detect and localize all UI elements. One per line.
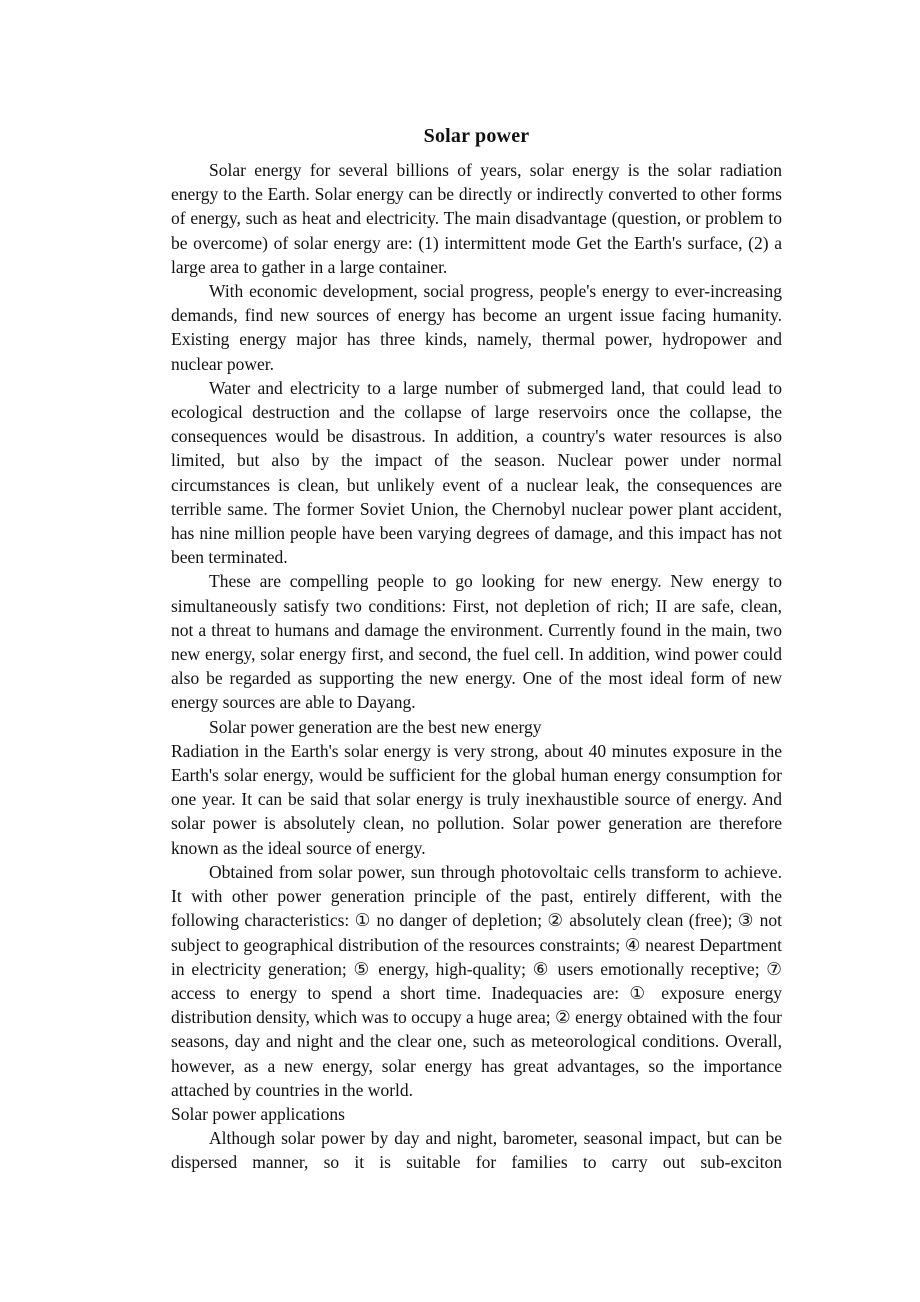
paragraph-new-energy: These are compelling people to go looking for new energy. New energy to simultaneously satisfy two conditions: First, not depletion of rich; II are safe, clean, not a threat to humans and damage the environment. Currently found in the main, two new energy, solar energy first, and second, the fuel cell. In addition, wind power could also be regarded as supporting the new energy. One of the most ideal form of new energy sources are able to Dayang. [171,571,782,713]
paragraph-intro: Solar energy for several billions of years, solar energy is the solar radiation energy to the Earth. Solar energy can be directly or indirectly converted to other forms of energy, such as heat and electricity. The main disadvantage (question, or problem to be overcome) of solar energy are: (1) intermittent mode Get the Earth's surface, (2) a large area to gather in a large container. [171,160,782,277]
subheading-best-new-energy: Solar power generation are the best new energy [209,716,542,737]
document-page [171,122,782,1175]
subheading-applications: Solar power applications [171,1103,345,1124]
paragraph-energy-demand: With economic development, social progress, people's energy to ever-increasing demands, find new sources of energy has become an urgent issue facing humanity. Existing energy major has three kinds, namely, thermal power, hydropower and nuclear power. [171,281,782,374]
paragraph-hydro-nuclear: Water and electricity to a large number of submerged land, that could lead to ecological destruction and the collapse of large reservoirs once the collapse, the consequences would be disastrous. In addition, a country's water resources is also limited, but also by the impact of the season. Nuclear power under normal circumstances is clean, but unlikely event of a nuclear leak, the consequences are terrible same. The former Soviet Union, the Chernobyl nuclear power plant accident, has nine million people have been varying degrees of damage, and this impact has not been terminated. [171,377,782,568]
paragraph-radiation: Radiation in the Earth's solar energy is very strong, about 40 minutes exposure in the Earth's solar energy, would be sufficient for the global human energy consumption for one year. It can be said that solar energy is truly inexhaustible source of energy. And solar power is absolutely clean, no pollution. Solar power generation are therefore known as the ideal source of energy. [171,740,782,858]
paragraph-characteristics: Obtained from solar power, sun through photovoltaic cells transform to achieve. It with other power generation principle of the past, entirely different, with the following characteristics: ① no danger of depletion; ② absolutely clean (free); ③ not subject to geographical distribution of the resources constraints; ④ nearest Department in electricity generation; ⑤ energy, high-quality; ⑥ users emotionally receptive; ⑦ access to energy to spend a short time. Inadequacies are: ① exposure energy distribution density, which was to occupy a huge area; ② energy obtained with the four seasons, day and night and the clear one, such as meteorological conditions. Overall, however, as a new energy, solar energy has great advantages, so the importance attached by countries in the world. [171,861,782,1100]
document-title: Solar power [423,125,530,147]
paragraph-applications: Although solar power by day and night, barometer, seasonal impact, but can be dispersed manner, so it is suitable for families to carry out sub-exciton [171,1128,782,1173]
